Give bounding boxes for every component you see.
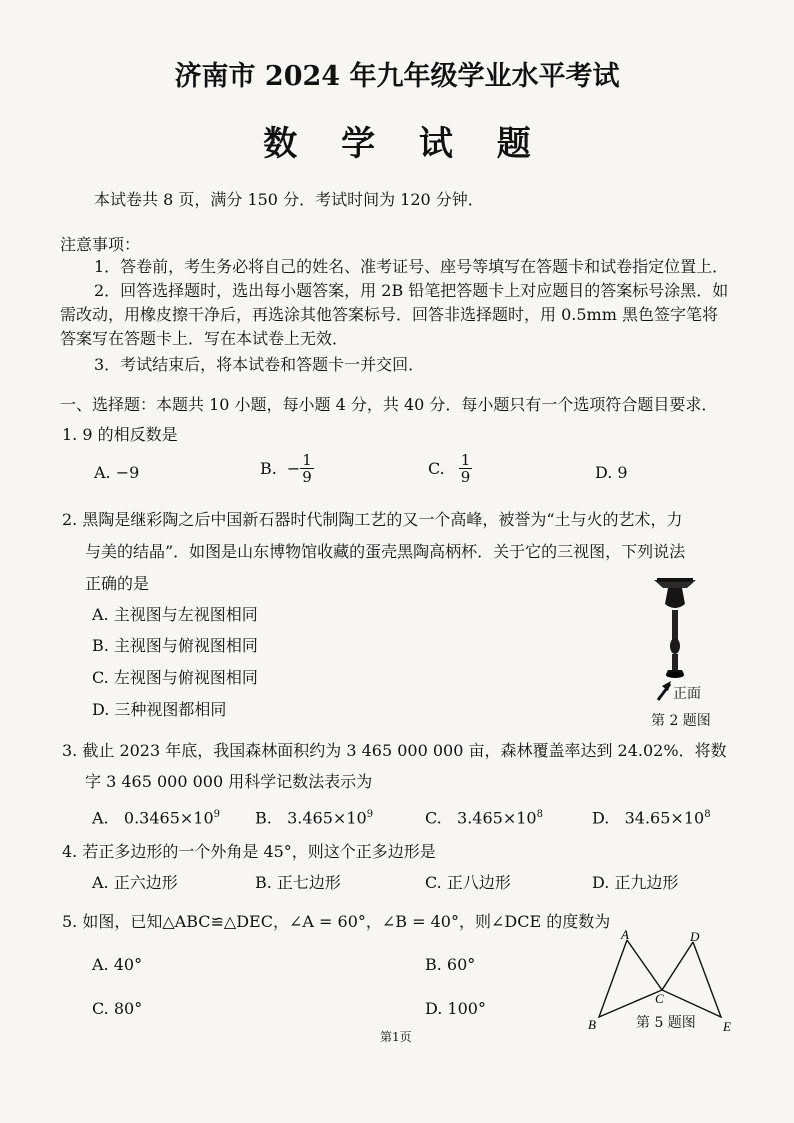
q5-option-c: C. 80° [92,999,143,1018]
q5-option-b: B. 60° [425,955,476,974]
fraction [300,452,314,485]
note-2-line-2: 需改动，用橡皮擦干净后，再选涂其他答案标号．回答非选择题时，用 0.5mm 黑色签字笔将 [60,305,718,324]
page-number: 第1页 [380,1030,412,1044]
point-label: E [723,1019,731,1034]
exponent: 9 [213,809,221,820]
section-heading: 一、选择题：本题共 10 小题，每小题 4 分，共 40 分．每小题只有一个选项符合题目要求． [60,395,718,414]
note-1: 1．答卷前，考生务必将自己的姓名、准考证号、座号等填写在答题卡和试卷指定位置上． [94,257,729,276]
option-label: C. [428,458,445,478]
base: 34.65×10 [624,808,705,828]
note-2-line-3: 答案写在答题卡上．写在本试卷上无效． [60,329,349,348]
q4-option-c: C. 正八边形 [425,873,511,892]
q3-stem-line-1: 3. 截止 2023 年底，我国森林面积约为 3 465 000 000 亩，森林覆盖率达到 24.02%．将数 [62,741,727,760]
option-label: B. [255,808,272,828]
exponent: 9 [366,809,374,820]
q4-option-d: D. 正九边形 [592,873,679,892]
q2-option-b: B. 主视图与俯视图相同 [92,636,258,655]
subject-title: 数 学 试 题 [263,124,547,164]
q1-option-d: D. 9 [595,463,628,482]
numerator: 1 [460,451,471,469]
q5-stem: 5. 如图，已知△ABC≌△DEC，∠A = 60°，∠B = 40°，则∠DCE 的度数为 [62,912,611,931]
option-label: B. [260,458,277,478]
q3-option-d [592,805,711,828]
q5-option-a: A. 40° [92,955,143,974]
denominator: 9 [460,468,471,486]
minus-sign: − [286,458,301,478]
q3-option-c [425,805,543,828]
base: 3.465×10 [457,808,537,828]
note-3: 3．考试结束后，将本试卷和答题卡一并交回． [94,355,425,374]
point-label: C [655,991,664,1006]
q2-stem-line-1: 2. 黑陶是继彩陶之后中国新石器时代制陶工艺的又一个高峰，被誉为“土与火的艺术，力 [62,510,683,529]
q1-option-c [428,452,472,485]
exponent: 8 [536,809,543,820]
figure-2-caption: 第 2 题图 [651,713,711,729]
q3-option-a [92,805,220,828]
q1-option-b [260,452,314,485]
notes-heading: 注意事项： [60,235,141,254]
q4-option-a: A. 正六边形 [92,873,178,892]
q2-stem-line-3: 正确的是 [85,574,150,593]
q2-option-c: C. 左视图与俯视图相同 [92,668,258,687]
q4-option-b: B. 正七边形 [255,873,341,892]
point-label: D [690,929,700,944]
q2-option-d: D. 三种视图都相同 [92,700,227,719]
q2-option-a: A. 主视图与左视图相同 [92,605,258,624]
q3-stem-line-2: 字 3 465 000 000 用科学记数法表示为 [85,772,373,791]
q5-option-d: D. 100° [425,999,486,1018]
denominator: 9 [302,468,312,486]
option-label: C. [425,808,442,828]
option-label: A. [92,808,109,828]
note-2-line-1: 2．回答选择题时，选出每小题答案，用 2B 铅笔把答题卡上对应题目的答案标号涂黑．如 [94,281,729,300]
point-label: A [621,927,629,942]
exam-info: 本试卷共 8 页，满分 150 分．考试时间为 120 分钟． [94,190,484,209]
exam-title: 济南市 2024 年九年级学业水平考试 [174,61,620,92]
numerator: 1 [302,451,312,469]
exponent: 8 [704,809,711,820]
point-label: B [588,1017,596,1032]
q4-stem: 4. 若正多边形的一个外角是 45°，则这个正多边形是 [62,842,436,861]
base: 0.3465×10 [123,808,214,828]
q2-stem-line-2: 与美的结晶”．如图是山东博物馆收藏的蛋壳黑陶高柄杯．关于它的三视图，下列说法 [85,542,686,561]
figure-5-caption: 第 5 题图 [636,1015,696,1031]
option-label: D. [592,808,610,828]
fraction [459,452,473,485]
front-view-label: 正面 [673,686,701,702]
q1-option-a: A. −9 [94,463,140,482]
base: 3.465×10 [287,808,367,828]
q1-stem: 1. 9 的相反数是 [62,425,178,444]
q3-option-b [255,805,373,828]
